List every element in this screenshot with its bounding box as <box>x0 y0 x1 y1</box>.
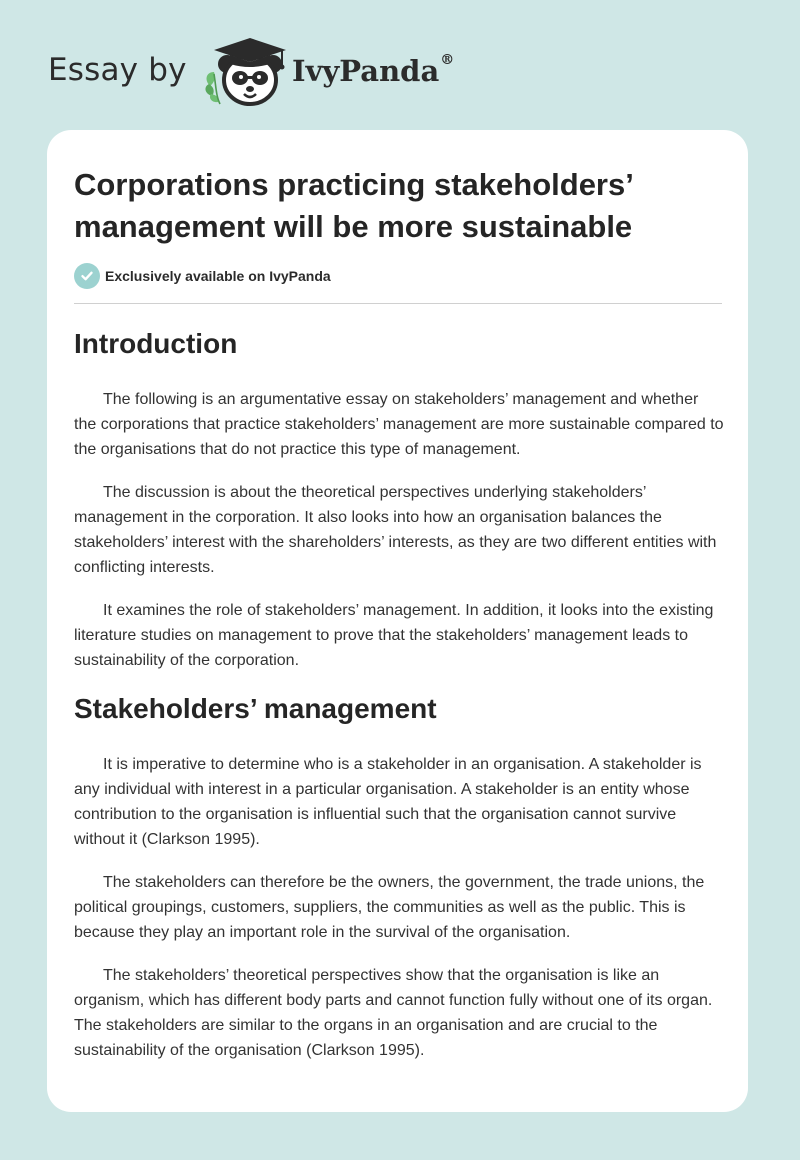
section-heading-introduction: Introduction <box>74 328 238 359</box>
section-heading-stakeholders-management: Stakeholders’ management <box>74 693 437 724</box>
essay-card <box>47 130 748 1112</box>
site-header <box>48 34 508 112</box>
paragraph: The stakeholders’ theoretical perspectives show that the organisation is like an organism, which has different body parts and cannot function fully without one of its organ. The stakeholders are similar to the organs in an organisation and are crucial to the sustainability of the organisation (Clarkson 1995). <box>74 967 713 1059</box>
paragraph: The discussion is about the theoretical perspectives underlying stakeholders’ management in the corporation. It also looks into how an organisation balances the stakeholders’ interest with the shareholders’ interests, as they are two different entities with conflicting interests. <box>74 484 717 576</box>
check-icon <box>74 263 100 289</box>
registered-mark: ® <box>440 52 455 68</box>
panda-graduate-icon[interactable] <box>202 34 292 110</box>
paragraph: It is imperative to determine who is a stakeholder in an organisation. A stakeholder is any individual with interest in a particular organisation. A stakeholder is an entity whose contribution to the organisation is influential such that the organisation cannot survive without it (Clarkson 1995). <box>74 756 702 848</box>
paragraph: The following is an argumentative essay on stakeholders’ management and whether the corporations that practice stakeholders’ management are more sustainable compared to the organisations that do not practice this type of management. <box>74 391 724 458</box>
paragraph: The stakeholders can therefore be the owners, the government, the trade unions, the political groupings, customers, suppliers, the communities as well as the public. This is because they play an important role in the survival of the organisation. <box>74 874 705 941</box>
divider <box>74 303 722 304</box>
exclusive-badge <box>74 263 331 289</box>
essay-by-label: Essay by <box>48 52 187 88</box>
brand-name[interactable]: IvyPanda® <box>292 52 455 88</box>
essay-content <box>74 320 724 1063</box>
essay-title: Corporations practicing stakeholders’ management will be more sustainable <box>74 167 633 244</box>
paragraph: It examines the role of stakeholders’ management. In addition, it looks into the existing literature studies on management to prove that the stakeholders’ management leads to sustainability of the corporation. <box>74 602 714 669</box>
badge-text: Exclusively available on IvyPanda <box>105 268 331 284</box>
